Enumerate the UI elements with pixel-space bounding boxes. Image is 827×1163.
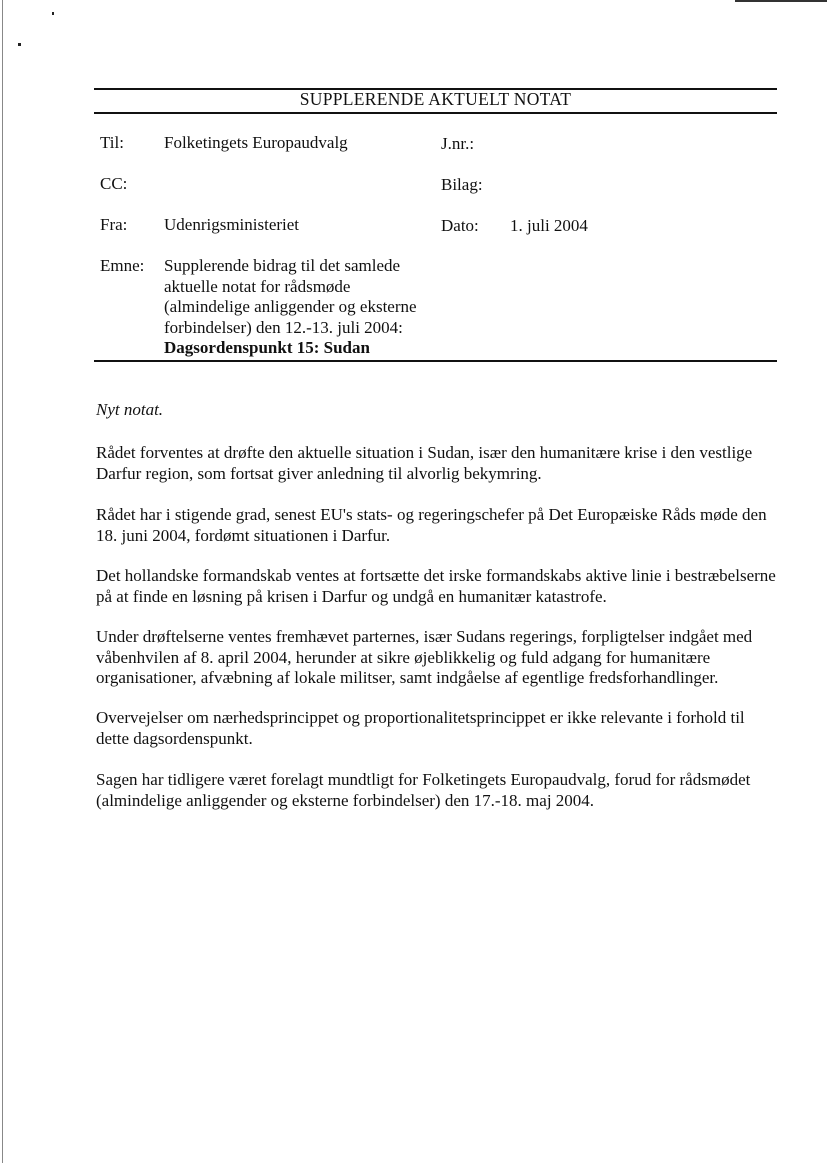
emne-value <box>164 256 444 359</box>
emne-label: Emne: <box>100 256 145 275</box>
scan-edge-line-left <box>2 0 3 1163</box>
header-rule-bottom <box>94 360 777 362</box>
fra-value: Udenrigsministeriet <box>164 215 300 234</box>
paragraph: Under drøftelserne ventes fremhævet parternes, især Sudans regerings, forpligtelser indgået med våbenhvilen af 8. april 2004, herunder at sikre øjeblikkelig og fuld adgang for humanitære organisationer, afvæbning af lokale militser, samt indgåelse af egentlige fredsforhandlinger. <box>96 627 753 687</box>
dato-label: Dato: <box>441 216 479 235</box>
paragraph: Sagen har tidligere været forelagt mundtligt for Folketingets Europaudvalg, forud for rådsmødet (almindelige anliggender og eksterne forbindelser) den 17.-18. maj 2004. <box>96 770 751 810</box>
jnr-label: J.nr.: <box>441 134 475 153</box>
paragraph: Rådet forventes at drøfte den aktuelle situation i Sudan, især den humanitære krise i den vestlige Darfur region, som fortsat giver anledning til alvorlig bekymring. <box>96 443 753 483</box>
fra-label: Fra: <box>100 215 128 234</box>
bilag-label: Bilag: <box>441 175 483 194</box>
dato-value: 1. juli 2004 <box>510 216 588 235</box>
cc-label: CC: <box>100 174 128 193</box>
scan-edge-line-top <box>735 0 827 2</box>
emne-line: forbindelser) den 12.-13. juli 2004: <box>164 317 403 337</box>
note-label: Nyt notat. <box>96 400 164 419</box>
paragraph: Det hollandske formandskab ventes at fortsætte det irske formandskabs aktive linie i bestræbelserne på at finde en løsning på krisen i Darfur og undgå en humanitær katastrofe. <box>96 566 776 606</box>
emne-agenda-item: Dagsordenspunkt 15: Sudan <box>164 338 370 357</box>
emne-line: Supplerende bidrag til det samlede <box>164 256 401 275</box>
scan-speck <box>18 43 21 46</box>
emne-line: aktuelle notat for rådsmøde <box>164 276 351 296</box>
emne-line: (almindelige anliggender og eksterne <box>164 297 417 316</box>
scan-speck <box>52 12 54 15</box>
paragraph: Overvejelser om nærhedsprincippet og proportionalitetsprincippet er ikke relevante i forhold til dette dagsordenspunkt. <box>96 708 745 748</box>
til-value: Folketingets Europaudvalg <box>164 133 348 152</box>
paragraph: Rådet har i stigende grad, senest EU's stats- og regeringschefer på Det Europæiske Råds møde den 18. juni 2004, fordømt situationen i Darfur. <box>96 505 767 545</box>
document-title: SUPPLERENDE AKTUELT NOTAT <box>299 89 572 109</box>
til-label: Til: <box>100 133 124 152</box>
title-rule-bottom <box>94 112 777 114</box>
